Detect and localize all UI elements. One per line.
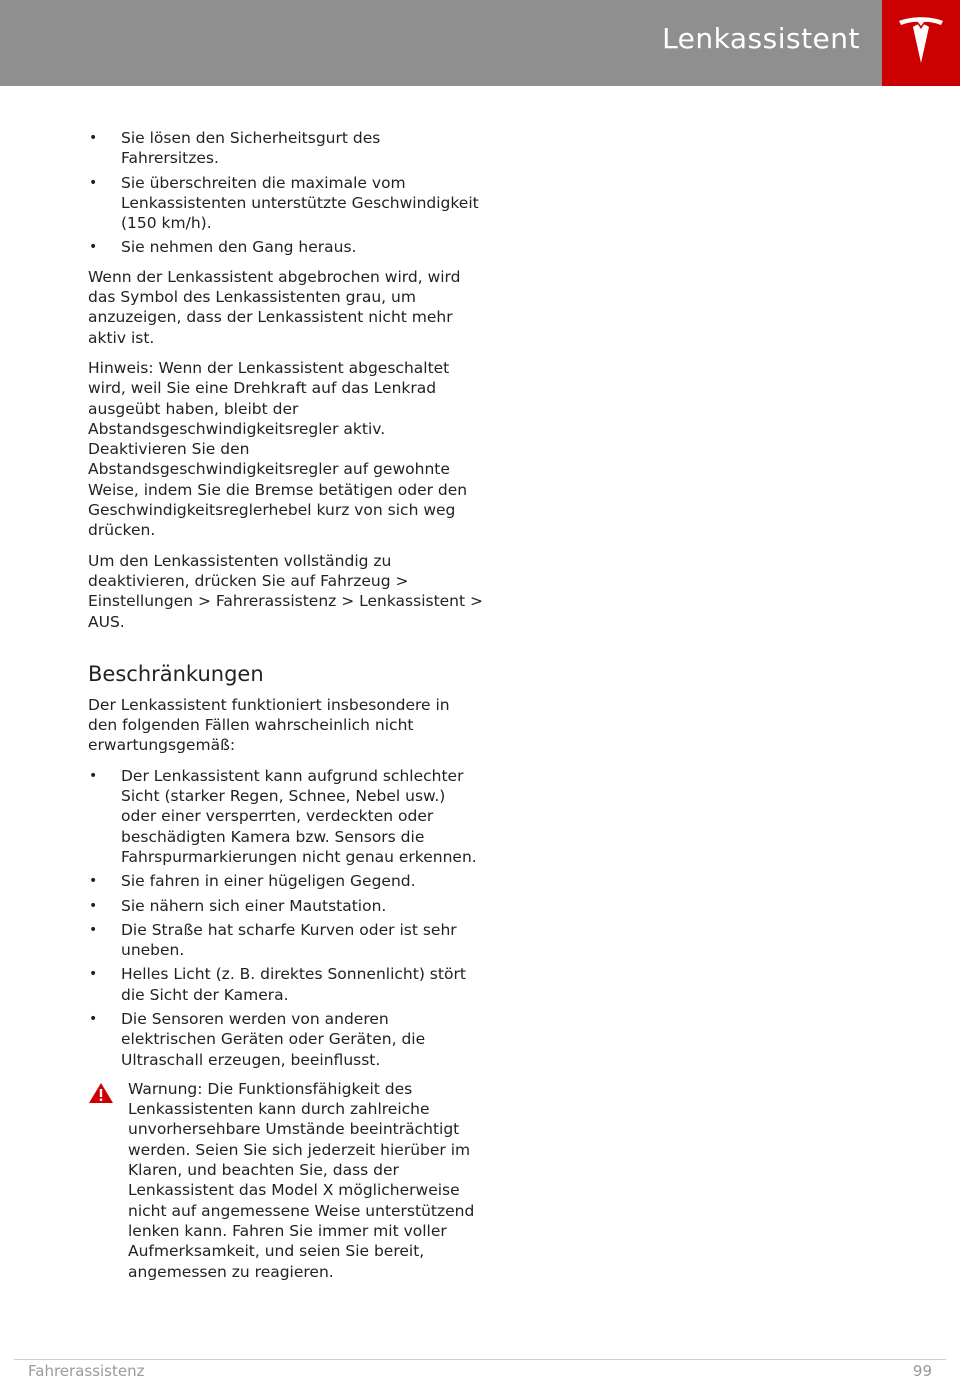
section-heading: Beschränkungen — [88, 661, 264, 686]
list-item: • Sie fahren in einer hügeligen Gegend. — [89, 872, 416, 891]
list-item: • Sie nähern sich einer Mautstation. — [89, 896, 387, 915]
bullet-icon: • — [89, 130, 98, 146]
logo-box — [882, 0, 960, 86]
bullet-icon: • — [89, 921, 98, 938]
bullet-icon: • — [89, 897, 98, 914]
bullet-icon: • — [89, 174, 98, 191]
list-item: • Die Straße hat scharfe Kurven oder ist sehr uneben. — [89, 920, 457, 960]
bullet-icon: • — [89, 1010, 98, 1027]
list-item: • Sie überschreiten die maximale vom Lenkassistenten unterstützte Geschwindigkeit (150 km/h). — [89, 173, 479, 233]
section-intro: Der Lenkassistent funktioniert insbesondere in den folgenden Fällen wahrscheinlich nicht erwartungsgemäß: — [88, 695, 450, 755]
warning-box — [88, 1079, 483, 1282]
list-item: • Der Lenkassistent kann aufgrund schlechter Sicht (starker Regen, Schnee, Nebel usw.) oder einer versperrten, verdeckten oder beschädigten Kamera bzw. Sensors die Fahrspurmarkierungen nicht genau erkennen. — [89, 766, 477, 866]
footer-section-name: Fahrerassistenz — [28, 1362, 145, 1380]
page-title: Lenkassistent — [662, 22, 860, 55]
warning-triangle-icon — [88, 1082, 114, 1104]
paragraph-abort-info: Wenn der Lenkassistent abgebrochen wird, wird das Symbol des Lenkassistenten grau, um anzuzeigen, dass der Lenkassistent nicht mehr aktiv ist. — [88, 267, 461, 347]
list-item: • Die Sensoren werden von anderen elektrischen Geräten oder Geräten, die Ultraschall erzeugen, beeinflusst. — [89, 1009, 426, 1069]
limitations-list — [88, 766, 483, 1070]
bullet-icon: • — [89, 239, 98, 256]
page-number: 99 — [912, 1362, 932, 1380]
main-content — [88, 128, 483, 1282]
tesla-logo-icon — [897, 15, 945, 67]
warning-text: Warnung: Die Funktionsfähigkeit des Lenkassistenten kann durch zahlreiche unvorhersehbare Umstände beeinträchtigt werden. Seien Sie sich jederzeit hierüber im Klaren, und beachten Sie, dass der Lenkassistent das Model X möglicherweise nicht auf angemessene Weise unterstützend lenken kann. Fahren Sie immer mit voller Aufmerksamkeit, und seien Sie bereit, angemessen zu reagieren. — [128, 1079, 475, 1281]
bullet-icon: • — [89, 873, 98, 890]
note-paragraph: Hinweis: Wenn der Lenkassistent abgeschaltet wird, weil Sie eine Drehkraft auf das Lenkrad ausgeübt haben, bleibt der Abstandsgeschwindigkeitsregler aktiv. Deaktivieren Sie den Abstandsgeschwindigkeitsregler auf gewohnte Weise, indem Sie die Bremse betätigen oder den Geschwindigkeitsreglerhebel kurz von sich weg drücken. — [88, 358, 468, 540]
footer-divider — [14, 1359, 946, 1360]
list-item: • Sie lösen den Sicherheitsgurt des Fahrersitzes. — [89, 129, 381, 168]
list-item: • Helles Licht (z. B. direktes Sonnenlicht) stört die Sicht der Kamera. — [89, 965, 466, 1004]
bullet-icon: • — [89, 767, 98, 784]
abort-conditions-list — [88, 128, 483, 258]
list-item: • Sie nehmen den Gang heraus. — [89, 238, 357, 257]
bullet-icon: • — [89, 966, 98, 983]
paragraph-deactivate: Um den Lenkassistenten vollständig zu deaktivieren, drücken Sie auf Fahrzeug > Einstellungen > Fahrerassistenz > Lenkassistent > AUS. — [88, 551, 484, 631]
page-header — [0, 0, 960, 86]
